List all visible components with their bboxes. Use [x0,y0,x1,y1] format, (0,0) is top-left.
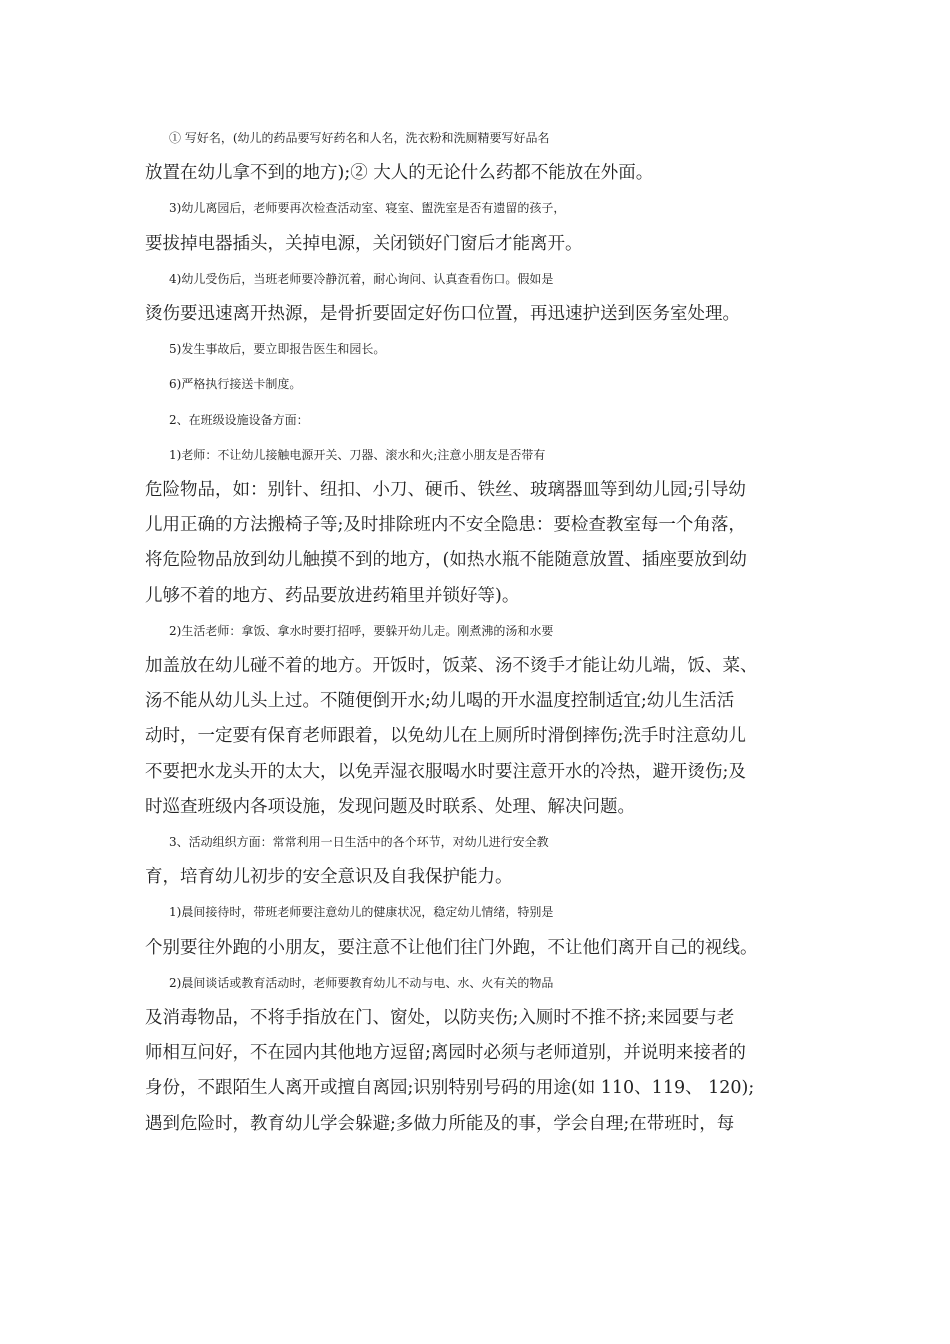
text-line: 加盖放在幼儿碰不着的地方。开饭时，饭菜、汤不烫手才能让幼儿端，饭、菜、 [145,656,758,677]
paragraph [145,367,810,402]
paragraph [145,614,810,825]
paragraph [145,966,810,1142]
text-line: 要拔掉电器插头，关掉电源，关闭锁好门窗后才能离开。 [145,233,583,254]
text-line: 时巡查班级内各项设施，发现问题及时联系、处理、解决问题。 [145,796,635,817]
text-line: 1)老师：不让幼儿接触电源开关、刀器、滚水和火;注意小朋友是否带有 [169,447,546,462]
paragraph [145,191,810,261]
text-line: 3、活动组织方面：常常利用一日生活中的各个环节，对幼儿进行安全教 [169,835,549,850]
text-line: 儿用正确的方法搬椅子等;及时排除班内不安全隐患：要检查教室每一个角落， [145,515,746,536]
text-line: 2)晨间谈话或教育活动时，老师要教育幼儿不动与电、水、火有关的物品 [169,975,554,990]
text-line: 及消毒物品，不将手指放在门、窗处，以防夹伤;入厕时不推不挤;来园要与老 [145,1008,735,1029]
text-line: 个别要往外跑的小朋友，要注意不让他们往门外跑，不让他们离开自己的视线。 [145,937,758,958]
text-line: 将危险物品放到幼儿触摸不到的地方，(如热水瓶不能随意放置、插座要放到幼 [145,550,747,571]
paragraph [145,332,810,367]
text-line: 6)严格执行接送卡制度。 [169,377,302,392]
text-line: 2)生活老师：拿饭、拿水时要打招呼，要躲开幼儿走。刚煮沸的汤和水要 [169,623,554,638]
paragraph [145,121,810,191]
text-line: 不要把水龙头开的太大，以免弄湿衣服喝水时要注意开水的冷热，避开烫伤;及 [145,761,746,782]
paragraph [145,262,810,332]
text-line: 4)幼儿受伤后，当班老师要冷静沉着，耐心询问、认真查看伤口。假如是 [169,271,554,286]
text-line: ① 写好名，(幼儿的药品要写好药名和人名，洗衣粉和洗厕精要写好品名 [169,131,550,145]
text-line: 遇到危险时，教育幼儿学会躲避;多做力所能及的事，学会自理;在带班时，每 [145,1113,735,1134]
paragraph [145,438,810,614]
text-line: 5)发生事故后，要立即报告医生和园长。 [169,342,386,357]
paragraph [145,895,810,965]
paragraph [145,403,810,438]
text-line: 2、在班级设施设备方面： [169,412,309,427]
text-line: 育，培育幼儿初步的安全意识及自我保护能力。 [145,867,513,888]
paragraph [145,825,810,895]
text-line: 危险物品，如：别针、纽扣、小刀、硬币、铁丝、玻璃器皿等到幼儿园;引导幼 [145,480,746,501]
text-line: 儿够不着的地方、药品要放进药箱里并锁好等)。 [145,585,520,606]
text-line: 动时，一定要有保育老师跟着，以免幼儿在上厕所时滑倒摔伤;洗手时注意幼儿 [145,726,746,747]
text-line: 师相互问好，不在园内其他地方逗留;离园时必须与老师道别，并说明来接者的 [145,1043,746,1064]
text-line: 放置在幼儿拿不到的地方);② 大人的无论什么药都不能放在外面。 [145,163,654,184]
text-line: 身份，不跟陌生人离开或擅自离园;识别特别号码的用途(如 110、119、 120); [145,1078,755,1099]
text-line: 汤不能从幼儿头上过。不随便倒开水;幼儿喝的开水温度控制适宜;幼儿生活活 [145,691,735,712]
text-line: 1)晨间接待时，带班老师要注意幼儿的健康状况，稳定幼儿情绪，特别是 [169,905,554,920]
text-line: 烫伤要迅速离开热源，是骨折要固定好伤口位置，再迅速护送到医务室处理。 [145,304,740,325]
text-line: 3)幼儿离园后，老师要再次检查活动室、寝室、盥洗室是否有遗留的孩子， [169,201,566,216]
document-body [145,121,810,1142]
